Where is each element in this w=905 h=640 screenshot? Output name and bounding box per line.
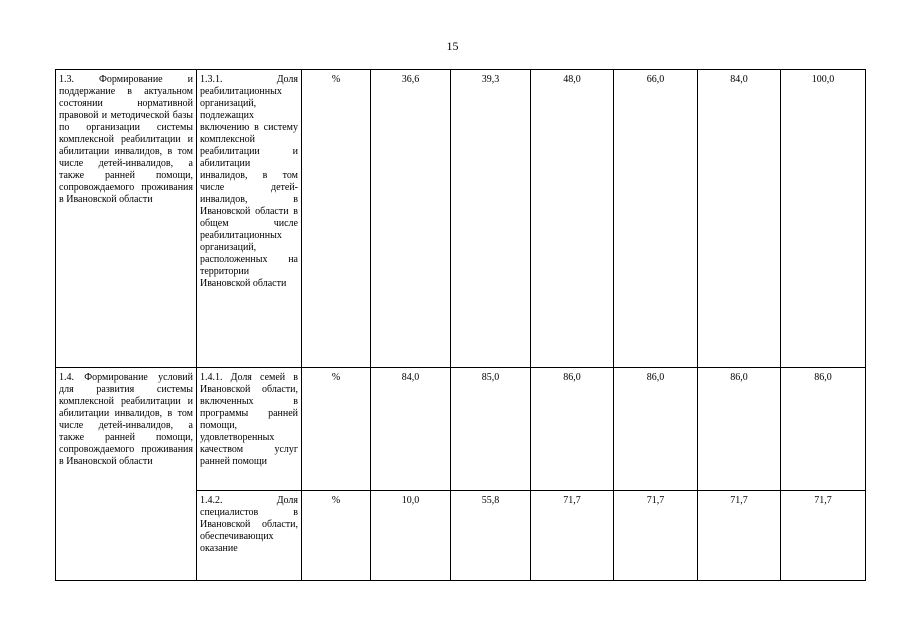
value-cell: 66,0 <box>614 70 698 368</box>
value-cell: 84,0 <box>371 368 451 491</box>
value-cell: 55,8 <box>451 491 531 581</box>
unit-cell: % <box>302 70 371 368</box>
indicators-table <box>55 69 866 581</box>
page-number: 15 <box>446 39 459 53</box>
unit-cell: % <box>302 368 371 491</box>
value-cell: 86,0 <box>781 368 866 491</box>
value-cell: 48,0 <box>531 70 614 368</box>
value-cell: 100,0 <box>781 70 866 368</box>
indicator-cell: 1.3.1. Доля реабилитационных организаций, подлежащих включению в систему комплексной реабилитации и абилитации инвалидов, в том числе детей-инвалидов, в Ивановской области в общем числе реабилитационных организаций, расположенных на территории Ивановской области <box>197 70 302 368</box>
table-row <box>56 368 866 491</box>
value-cell: 86,0 <box>614 368 698 491</box>
indicator-cell: 1.4.1. Доля семей в Ивановской области, включенных в программы ранней помощи, удовлетворенных качеством услуг ранней помощи <box>197 368 302 491</box>
value-cell: 71,7 <box>614 491 698 581</box>
value-cell: 86,0 <box>698 368 781 491</box>
value-cell: 71,7 <box>531 491 614 581</box>
table-row <box>56 70 866 368</box>
value-cell: 39,3 <box>451 70 531 368</box>
value-cell: 71,7 <box>781 491 866 581</box>
task-cell: 1.3. Формирование и поддержание в актуальном состоянии нормативной правовой и методической базы по организации системы комплексной реабилитации и абилитации инвалидов, в том числе детей-инвалидов, а также ранней помощи, сопровождаемого проживания в Ивановской области <box>56 70 197 368</box>
value-cell: 84,0 <box>698 70 781 368</box>
value-cell: 10,0 <box>371 491 451 581</box>
indicator-cell: 1.4.2. Доля специалистов в Ивановской области, обеспечивающих оказание <box>197 491 302 581</box>
value-cell: 86,0 <box>531 368 614 491</box>
unit-cell: % <box>302 491 371 581</box>
task-cell: 1.4. Формирование условий для развития системы комплексной реабилитации и абилитации инвалидов, в том числе детей-инвалидов, а также ранней помощи, сопровождаемого проживания в Ивановской области <box>56 368 197 581</box>
value-cell: 71,7 <box>698 491 781 581</box>
value-cell: 36,6 <box>371 70 451 368</box>
value-cell: 85,0 <box>451 368 531 491</box>
